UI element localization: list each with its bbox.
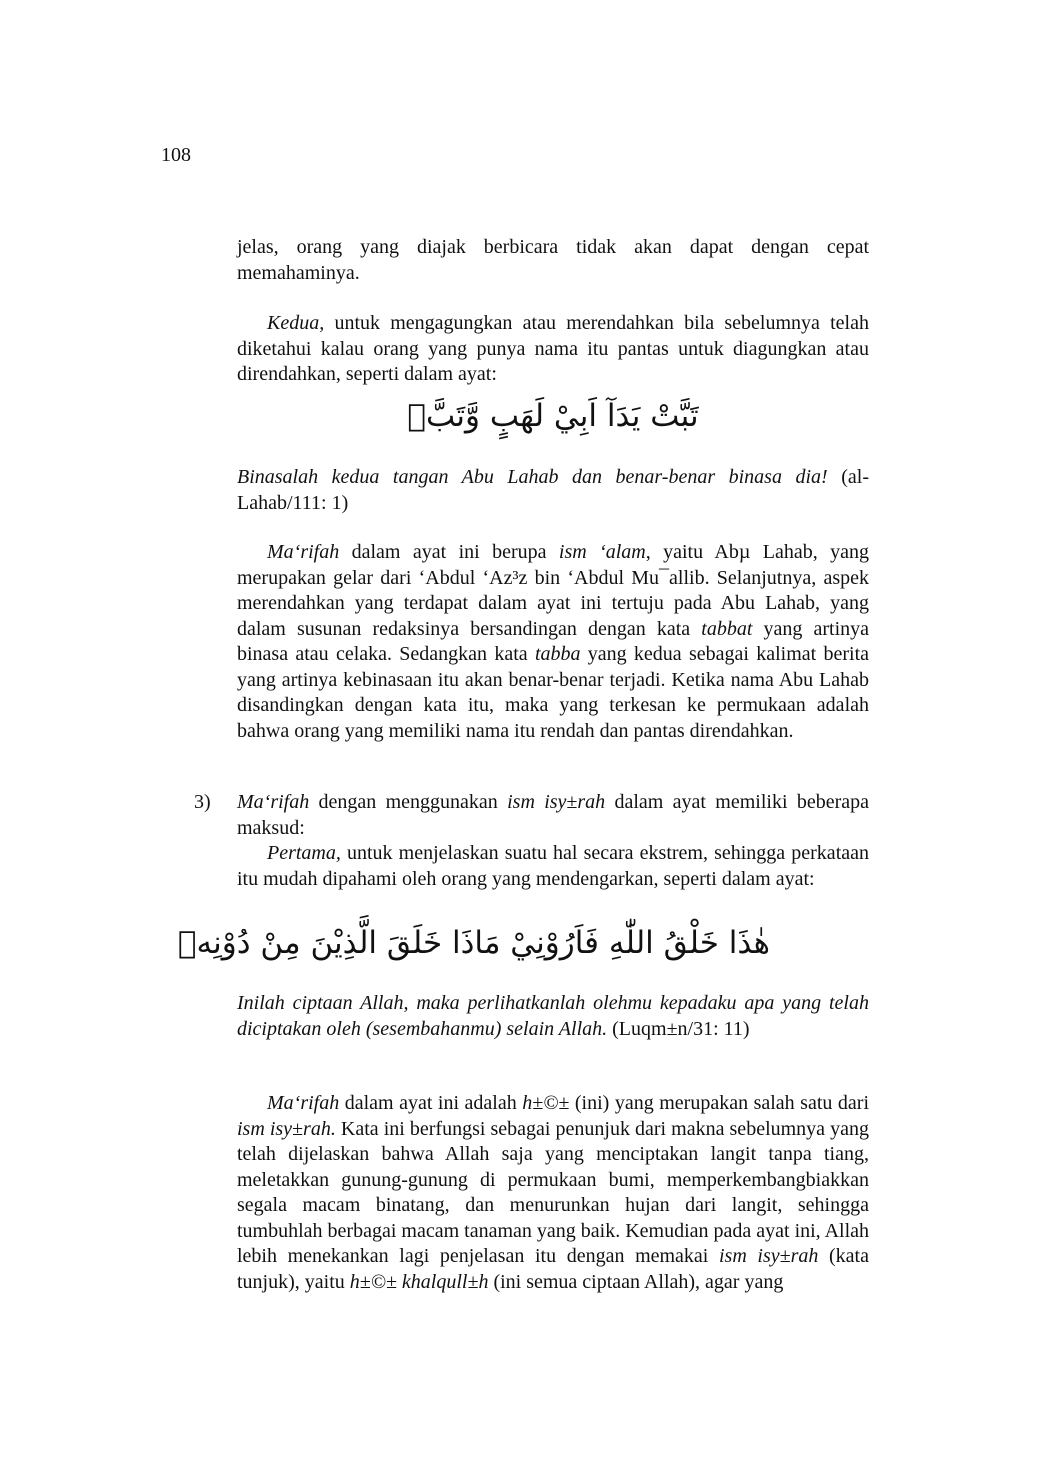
- term-haza: h±©±: [522, 1092, 570, 1114]
- term-marifah: Ma‘rifah: [237, 791, 310, 813]
- list-item-number: 3): [194, 791, 211, 813]
- paragraph-kedua: [237, 311, 869, 388]
- list-item-3: [237, 790, 869, 892]
- translation-2: [237, 991, 869, 1042]
- term-ism-isyarah: ism isy±rah.: [237, 1117, 336, 1140]
- text-span: dalam ayat memiliki beberapa maksud:: [237, 791, 869, 839]
- pertama-label: Pertama,: [267, 842, 341, 864]
- reference-2: (Luqm±n/31: 11): [607, 1017, 750, 1040]
- text-span: yang kedua sebagai kalimat berita yang artinya kebinasaan itu akan benar-benar terjadi. Ketika nama Abu Lahab disandingkan dengan kata itu, maka yang terkesan ke permukaan adalah bahwa orang yang memiliki nama itu rendah dan pantas direndahkan.: [237, 643, 869, 742]
- kedua-label: Kedua,: [267, 312, 325, 334]
- text-span: , yaitu Abµ Lahab, yang merupakan gelar dari ‘Abdul ‘Az³z bin ‘Abdul Mu¯allib. Selanjutnya, aspek merendahkan yang terdapat dalam ayat ini tertuju pada Abu Lahab, yang dalam susunan redaksinya bersandingan dengan kata: [237, 541, 869, 640]
- page-number: 108: [161, 144, 191, 166]
- paragraph-marifah-alam: [237, 540, 869, 744]
- text-span: (ini semua ciptaan Allah), agar yang: [488, 1270, 784, 1293]
- paragraph-intro: [237, 235, 869, 286]
- text-span: (ini) yang merupakan salah satu dari: [569, 1092, 869, 1114]
- term-marifah: Ma‘rifah: [267, 541, 340, 563]
- translation-1: [237, 465, 869, 516]
- reference-1: (al-Lahab/111: 1): [237, 466, 869, 514]
- term-ism-alam: ism ‘alam: [558, 541, 646, 563]
- text-span: Kata ini berfungsi sebagai penunjuk dari makna sebelumnya yang telah dijelaskan bahwa Allah saja yang menciptakan langit tanpa tiang, meletakkan gunung-gunung di permukaan bumi, memperkembangbiakkan segala macam binatang, dan menurunkan hujan dari langit, sehingga tumbuhlah berbagai macam tanaman yang baik. Kemudian pada ayat ini, Allah lebih menekankan lagi penjelasan itu dengan memakai: [237, 1117, 870, 1267]
- term-tabbat: tabbat: [701, 617, 753, 640]
- term-ism-isyarah: ism isy±rah: [719, 1245, 819, 1267]
- arabic-verse-1: تَبَّتْ يَدَآ اَبِيْ لَهَبٍ وَّتَبَّۗ: [407, 398, 699, 434]
- paragraph-marifah-isyarah: [237, 1091, 869, 1295]
- translation-1-text: Binasalah kedua tangan Abu Lahab dan benar-benar binasa dia!: [237, 466, 828, 488]
- translation-2-text: Inilah ciptaan Allah, maka perlihatkanlah olehmu kepadaku apa yang telah diciptakan oleh (sesembahanmu) selain Allah.: [237, 992, 869, 1040]
- kedua-text: untuk mengagungkan atau merendahkan bila sebelumnya telah diketahui kalau orang yang punya nama itu pantas untuk diagungkan atau direndahkan, seperti dalam ayat:: [237, 312, 869, 385]
- text-span: (kata tunjuk), yaitu: [237, 1245, 869, 1293]
- text-span: dengan menggunakan: [309, 791, 508, 813]
- text-span: dalam ayat ini berupa: [339, 541, 559, 563]
- term-haza-khalqullah: h±©± khalqull±h: [349, 1270, 489, 1293]
- term-ism-isyarah: ism isy±rah: [507, 791, 606, 813]
- pertama-text: untuk menjelaskan suatu hal secara ekstrem, sehingga perkataan itu mudah dipahami oleh orang yang mendengarkan, seperti dalam ayat:: [237, 842, 869, 890]
- term-tabba: tabba: [534, 643, 581, 665]
- text-span: dalam ayat ini adalah: [339, 1092, 523, 1114]
- text-span: yang artinya binasa atau celaka. Sedangkan kata: [237, 617, 870, 665]
- paragraph-intro-text: jelas, orang yang diajak berbicara tidak akan dapat dengan cepat memahaminya.: [237, 236, 869, 284]
- arabic-verse-2: هٰذَا خَلْقُ اللّٰهِ فَاَرُوْنِيْ مَاذَا خَلَقَ الَّذِيْنَ مِنْ دُوْنِهٖ: [177, 925, 770, 961]
- term-marifah: Ma‘rifah: [267, 1092, 340, 1114]
